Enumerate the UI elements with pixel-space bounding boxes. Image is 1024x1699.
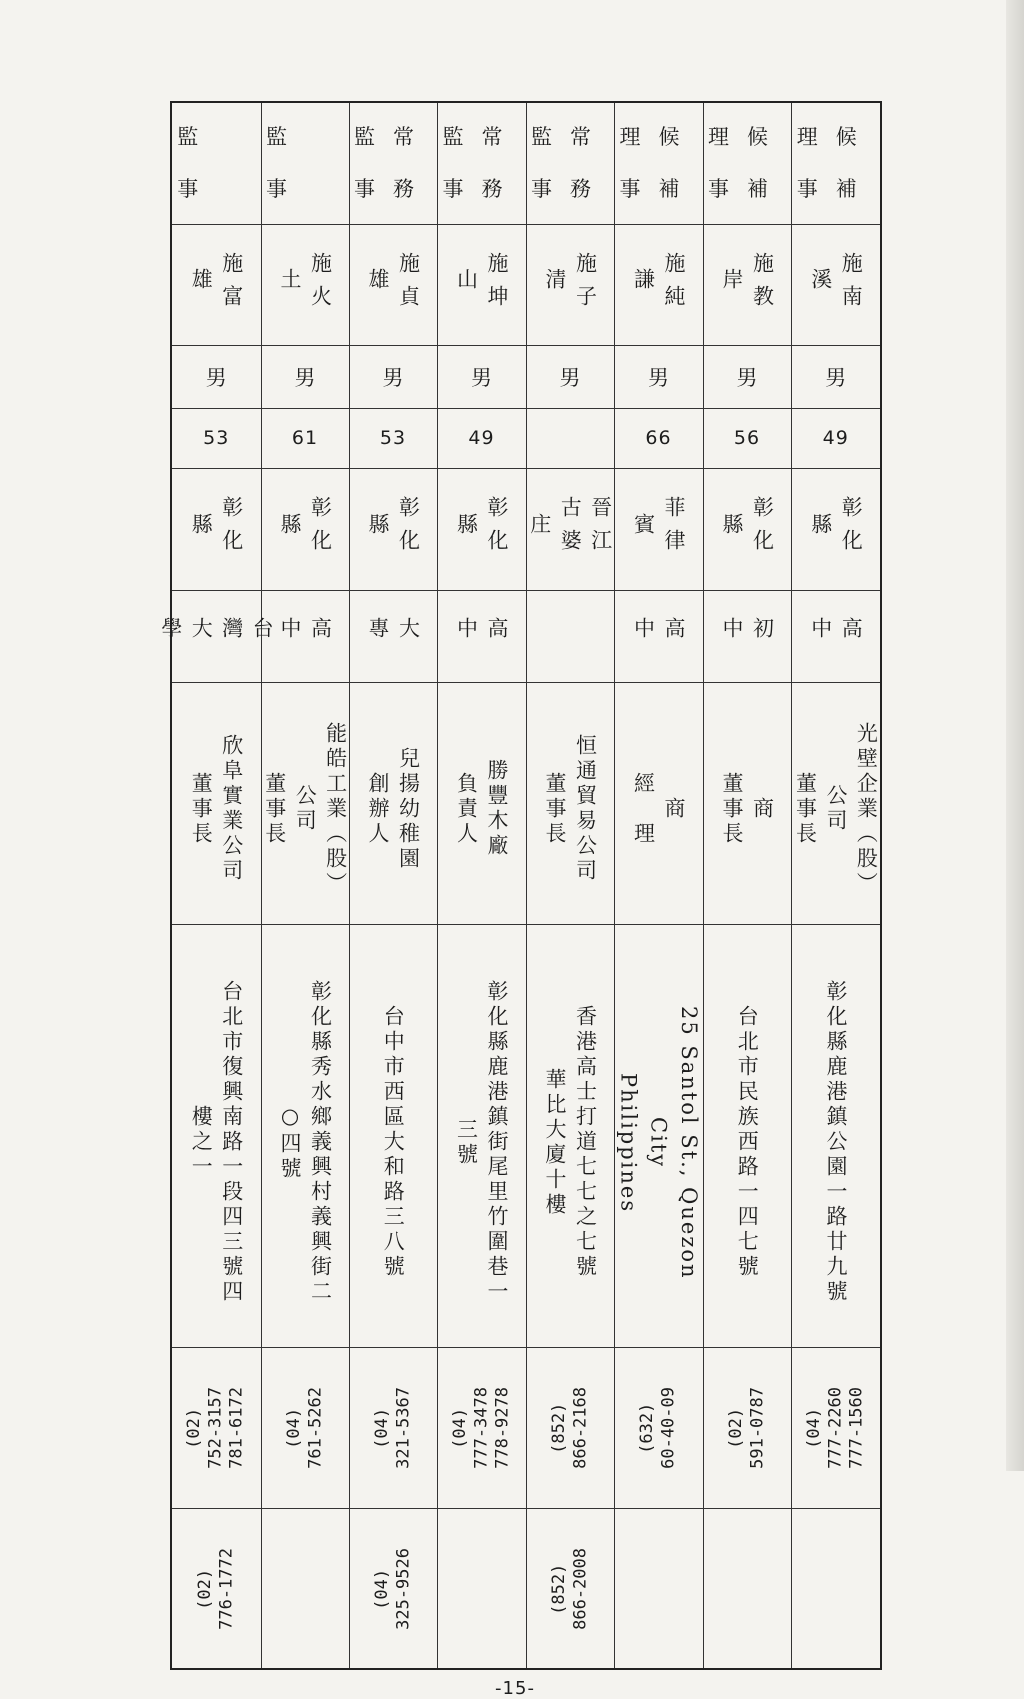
member-name: 施純謙 (631, 251, 686, 318)
education-cell (703, 590, 791, 682)
occupation-cell (526, 682, 614, 924)
member-name: 施教岸 (720, 251, 775, 318)
education-cell (158, 590, 275, 682)
age-cell (171, 408, 261, 468)
phone-number: (852) 866-2008 (548, 1547, 590, 1630)
birthplace-value: 彰化縣 (808, 496, 864, 563)
birthplace-value: 彰化縣 (366, 496, 421, 563)
occupation-cell (791, 682, 881, 924)
education-value: 大專 (366, 616, 421, 656)
education-cell (261, 590, 349, 682)
phone1-cell (437, 1348, 526, 1509)
phone-number: (02) 591-0787 (725, 1387, 767, 1470)
gender-value: 男 (471, 366, 492, 391)
birthplace-value: 彰化縣 (454, 496, 509, 563)
address-value: 台北市復興南路一段四三號四 樓之一 (189, 980, 244, 1306)
birthplace-cell (261, 469, 349, 591)
address-cell (526, 924, 614, 1348)
gender-cell (261, 346, 349, 409)
phone-number: (02) 776-1772 (195, 1547, 237, 1630)
row-education (171, 590, 881, 682)
phone1-cell (791, 1348, 881, 1509)
role-line: 監 (177, 125, 256, 150)
occupation-value: 兒揚幼稚園 創辦人 (366, 746, 421, 872)
phone-number: (04) 761-5262 (283, 1387, 325, 1470)
education-value: 台灣 大學 (158, 616, 275, 656)
name-cell (171, 224, 261, 346)
row-name (171, 224, 881, 346)
age-value: 61 (291, 427, 319, 450)
phone2-cell (349, 1509, 437, 1669)
occupation-value: 商 經 理 (631, 771, 686, 847)
phone1-cell (171, 1348, 261, 1509)
row-phone2 (171, 1509, 881, 1669)
occupation-value: 光壁企業（股） 公司 董事長 (793, 721, 879, 897)
page-number: -15- (495, 1678, 535, 1699)
age-cell (526, 408, 614, 468)
role-line: 事 (266, 177, 344, 202)
row-address (171, 924, 881, 1348)
phone2-cell (437, 1509, 526, 1669)
name-cell (791, 224, 881, 346)
phone1-cell (526, 1348, 614, 1509)
member-roster-table (158, 101, 882, 1670)
phone-number: (04) 321-5367 (371, 1387, 413, 1470)
name-cell (261, 224, 349, 346)
member-name: 施南溪 (808, 251, 864, 318)
age-value: 49 (822, 427, 849, 450)
education-cell (437, 590, 526, 682)
education-value: 高中 (454, 616, 509, 656)
education-cell (614, 590, 703, 682)
occupation-value: 勝豐木廠 負責人 (454, 759, 509, 860)
birthplace-value: 晉江 古婆庄 (527, 496, 613, 563)
role-line: 監常 (531, 125, 609, 150)
role-line: 事補 (796, 177, 875, 202)
address-value: 25 Santol St., Quezon City Philippines (616, 1006, 702, 1280)
occupation-cell (349, 682, 437, 924)
age-cell (791, 408, 881, 468)
gender-cell (614, 346, 703, 409)
address-cell (614, 924, 703, 1348)
birthplace-cell (526, 469, 614, 591)
age-cell (614, 408, 703, 468)
phone2-cell (261, 1509, 349, 1669)
address-value: 台北市民族西路一四七號 (735, 1005, 760, 1281)
age-cell (703, 408, 791, 468)
age-value: 53 (203, 427, 230, 450)
name-cell (614, 224, 703, 346)
phone-number: (02) 752-3157 781-6172 (184, 1387, 247, 1470)
birthplace-value: 彰化縣 (278, 496, 333, 563)
member-name: 施貞雄 (366, 251, 421, 318)
gender-cell (526, 346, 614, 409)
gender-value: 男 (559, 366, 581, 391)
role-line: 事務 (354, 177, 432, 202)
role-line: 理候 (796, 125, 875, 150)
education-value: 高中 (808, 616, 864, 656)
phone2-cell (703, 1509, 791, 1669)
gender-value: 男 (648, 366, 669, 391)
address-value: 彰化縣秀水鄉義興村義興街二 ○四號 (278, 980, 333, 1306)
role-line: 事 (177, 177, 256, 202)
row-gender (171, 346, 881, 409)
birthplace-cell (437, 469, 526, 591)
name-cell (349, 224, 437, 346)
birthplace-cell (171, 469, 261, 591)
education-value: 初中 (720, 616, 775, 656)
row-role (171, 102, 881, 224)
row-age (171, 408, 881, 468)
role-line: 監常 (354, 125, 432, 150)
age-value: 49 (468, 427, 495, 450)
phone1-cell (703, 1348, 791, 1509)
occupation-cell (703, 682, 791, 924)
occupation-value: 能皓工業（股） 公司 董事長 (262, 721, 348, 897)
age-value: 66 (645, 427, 672, 450)
row-occupation (171, 682, 881, 924)
role-line: 事補 (708, 177, 786, 202)
role-line: 理候 (708, 125, 786, 150)
birthplace-value: 彰化縣 (189, 496, 244, 563)
name-cell (437, 224, 526, 346)
role-line: 監 (266, 125, 344, 150)
birthplace-value: 彰化縣 (720, 496, 775, 563)
age-cell (437, 408, 526, 468)
phone2-cell (614, 1509, 703, 1669)
address-value: 彰化縣鹿港鎮公園一路廿九號 (823, 980, 848, 1306)
address-value: 香港高士打道七七之七號 華比大廈十樓 (543, 1005, 598, 1281)
address-cell (437, 924, 526, 1348)
birthplace-cell (349, 469, 437, 591)
phone-number: (04) 325-9526 (371, 1547, 413, 1630)
role-cell (703, 102, 791, 224)
address-cell (791, 924, 881, 1348)
role-line: 監常 (442, 125, 521, 150)
role-cell (171, 102, 261, 224)
member-name: 施火土 (278, 251, 333, 318)
row-birthplace (171, 469, 881, 591)
occupation-value: 恒通貿易公司 董事長 (543, 734, 598, 885)
gender-value: 男 (736, 366, 758, 391)
birthplace-cell (614, 469, 703, 591)
birthplace-value: 菲律賓 (631, 496, 686, 563)
address-value: 台中市西區大和路三八號 (381, 1005, 406, 1281)
phone-number: (04) 777-3478 778-9278 (449, 1387, 513, 1470)
role-line: 事補 (619, 177, 698, 202)
education-value: 高中 (631, 616, 686, 656)
gender-value: 男 (205, 366, 227, 391)
occupation-cell (171, 682, 261, 924)
page-edge-shadow (1006, 0, 1024, 1471)
address-cell (261, 924, 349, 1348)
phone-number: (852) 866-2168 (548, 1387, 590, 1470)
address-cell (703, 924, 791, 1348)
address-cell (349, 924, 437, 1348)
gender-cell (349, 346, 437, 409)
phone-number: (04) 777-2260 777-1560 (803, 1387, 867, 1470)
role-cell (261, 102, 349, 224)
age-value: 56 (733, 427, 761, 450)
education-cell (349, 590, 437, 682)
phone-number: (632) 60-40-09 (637, 1387, 679, 1470)
gender-value: 男 (825, 366, 847, 391)
gender-cell (703, 346, 791, 409)
occupation-cell (437, 682, 526, 924)
role-cell (614, 102, 703, 224)
phone2-cell (526, 1509, 614, 1669)
phone2-cell (171, 1509, 261, 1669)
name-cell (703, 224, 791, 346)
age-cell (349, 408, 437, 468)
gender-cell (437, 346, 526, 409)
birthplace-cell (791, 469, 881, 591)
phone1-cell (349, 1348, 437, 1509)
gender-value: 男 (382, 366, 404, 391)
name-cell (526, 224, 614, 346)
role-cell (526, 102, 614, 224)
phone1-cell (614, 1348, 703, 1509)
occupation-value: 商 董事長 (720, 771, 775, 847)
member-name: 施子清 (543, 251, 598, 318)
age-value: 53 (379, 427, 407, 450)
role-cell (791, 102, 881, 224)
role-cell (349, 102, 437, 224)
member-name: 施坤山 (454, 251, 509, 318)
role-cell (437, 102, 526, 224)
education-cell (791, 590, 881, 682)
age-cell (261, 408, 349, 468)
address-value: 彰化縣鹿港鎮街尾里竹圍巷一 三號 (454, 980, 509, 1306)
occupation-cell (261, 682, 349, 924)
role-line: 理候 (619, 125, 698, 150)
member-name: 施富雄 (189, 251, 244, 318)
birthplace-cell (703, 469, 791, 591)
row-phone1 (171, 1348, 881, 1509)
occupation-value: 欣阜實業公司 董事長 (189, 734, 244, 885)
address-cell (171, 924, 261, 1348)
role-line: 事務 (442, 177, 521, 202)
role-line: 事務 (531, 177, 609, 202)
gender-cell (791, 346, 881, 409)
gender-value: 男 (294, 366, 316, 391)
occupation-cell (614, 682, 703, 924)
education-value: 高中 (278, 616, 333, 656)
phone1-cell (261, 1348, 349, 1509)
gender-cell (171, 346, 261, 409)
phone2-cell (791, 1509, 881, 1669)
education-cell (526, 590, 614, 682)
